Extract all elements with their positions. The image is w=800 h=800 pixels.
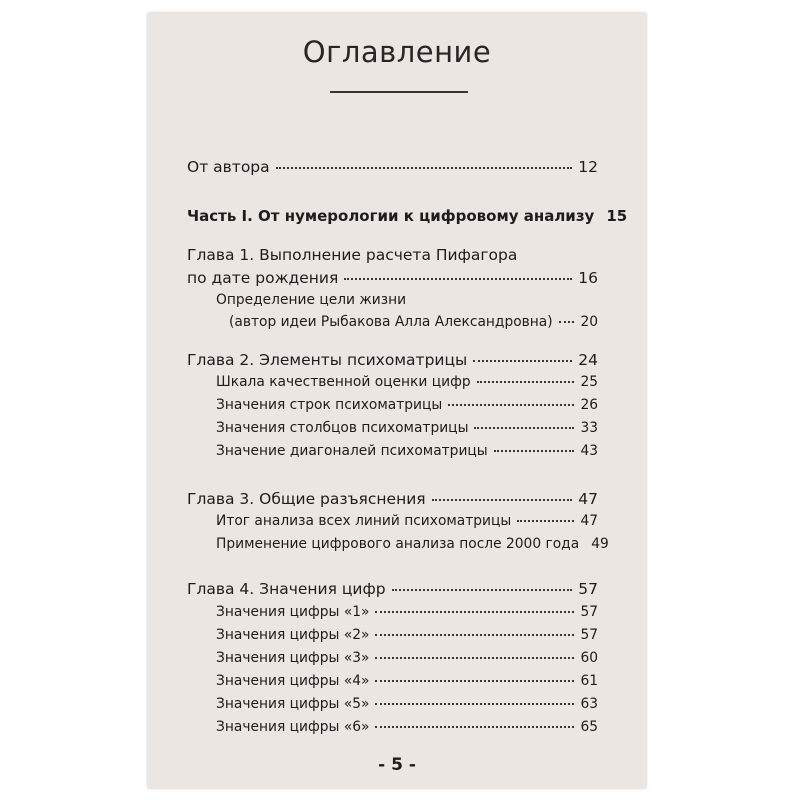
- toc-entry-page: 47: [578, 490, 598, 508]
- toc-entry-label: Значения цифры «6»: [216, 719, 370, 735]
- page-title: Оглавление: [302, 35, 492, 69]
- toc-entry-label: Глава 1. Выполнение расчета Пифагора: [187, 246, 518, 264]
- leader-dots: [559, 321, 575, 323]
- leader-dots: [392, 589, 573, 591]
- toc-entry-label: Глава 3. Общие разъяснения: [187, 490, 426, 508]
- toc-entry-page: 26: [580, 397, 598, 413]
- leader-dots: [375, 611, 574, 613]
- toc-subentry: [216, 650, 598, 666]
- book-page: [148, 13, 646, 788]
- toc-entry-label: Значения цифры «5»: [216, 696, 370, 712]
- toc-entry-label: Определение цели жизни: [216, 292, 407, 308]
- toc-entry-label: Значения строк психоматрицы: [216, 397, 443, 413]
- toc-subentry: [216, 374, 598, 390]
- toc-subentry: [216, 397, 598, 413]
- toc-entry-page: 12: [578, 158, 598, 176]
- toc-entry-label: От автора: [187, 158, 270, 176]
- toc-entry-page: 57: [580, 604, 598, 620]
- leader-dots: [344, 278, 572, 280]
- toc-entry-page: 57: [580, 627, 598, 643]
- toc-entry: [187, 490, 598, 508]
- leader-dots: [375, 703, 574, 705]
- toc-entry-page: 60: [580, 650, 598, 666]
- leader-dots: [375, 634, 574, 636]
- leader-dots: [375, 657, 574, 659]
- leader-dots: [276, 167, 573, 169]
- toc-entry-page: 33: [580, 420, 598, 436]
- toc-entry-page: 47: [580, 513, 598, 529]
- toc-subentry: [216, 604, 598, 620]
- toc-entry-label: Значение диагоналей психоматрицы: [216, 443, 488, 459]
- toc-entry-page: 16: [578, 269, 598, 287]
- toc-entry-label: Итог анализа всех линий психоматрицы: [216, 513, 512, 529]
- toc-entry: [187, 351, 598, 369]
- toc-entry-first-line: [187, 246, 517, 264]
- leader-dots: [494, 450, 575, 452]
- toc-entry-page: 43: [580, 443, 598, 459]
- toc-entry-label: Часть I. От нумерологии к цифровому анализу: [187, 207, 595, 225]
- toc-entry-page: 65: [580, 719, 598, 735]
- leader-dots: [432, 499, 573, 501]
- leader-dots: [375, 726, 574, 728]
- table-of-contents: [148, 13, 646, 788]
- toc-subentry: [216, 627, 598, 643]
- toc-entry-label: Значения цифры «2»: [216, 627, 370, 643]
- toc-subentry: [216, 719, 598, 735]
- toc-entry-label: Значения цифры «3»: [216, 650, 370, 666]
- toc-entry-page: 20: [580, 314, 598, 330]
- toc-entry-page: 25: [580, 374, 598, 390]
- toc-entry-label: Глава 4. Значения цифр: [187, 580, 386, 598]
- toc-entry-label: Применение цифрового анализа после 2000 года: [216, 536, 580, 552]
- toc-entry-label: Значения цифры «4»: [216, 673, 370, 689]
- toc-entry-label: Значения столбцов психоматрицы: [216, 420, 469, 436]
- toc-entry: [187, 269, 598, 287]
- toc-subentry-first-line: [216, 292, 406, 308]
- toc-subentry: [216, 673, 598, 689]
- leader-dots: [375, 680, 574, 682]
- leader-dots: [448, 404, 574, 406]
- toc-entry-page: 49: [591, 536, 609, 552]
- page-number: - 5 -: [378, 755, 416, 775]
- toc-entry-page: 24: [578, 351, 598, 369]
- toc-subentry: [216, 443, 598, 459]
- toc-entry-label: Глава 2. Элементы психоматрицы: [187, 351, 468, 369]
- toc-entry-label: (автор идеи Рыбакова Алла Александровна): [229, 314, 553, 330]
- leader-dots: [517, 520, 574, 522]
- toc-entry-page: 63: [580, 696, 598, 712]
- toc-entry: [187, 580, 598, 598]
- toc-subentry: [229, 314, 598, 330]
- toc-subentry: [216, 420, 598, 436]
- toc-entry-label: Значения цифры «1»: [216, 604, 370, 620]
- toc-entry: [187, 158, 598, 176]
- toc-subentry: [216, 536, 609, 552]
- toc-part-entry: [187, 207, 628, 225]
- leader-dots: [473, 360, 572, 362]
- toc-entry-label: Шкала качественной оценки цифр: [216, 374, 471, 390]
- leader-dots: [474, 427, 574, 429]
- toc-entry-page: 15: [606, 207, 628, 225]
- toc-entry-page: 57: [578, 580, 598, 598]
- leader-dots: [477, 381, 575, 383]
- toc-entry-page: 61: [580, 673, 598, 689]
- toc-subentry: [216, 696, 598, 712]
- toc-subentry: [216, 513, 598, 529]
- toc-entry-label: по дате рождения: [187, 269, 339, 287]
